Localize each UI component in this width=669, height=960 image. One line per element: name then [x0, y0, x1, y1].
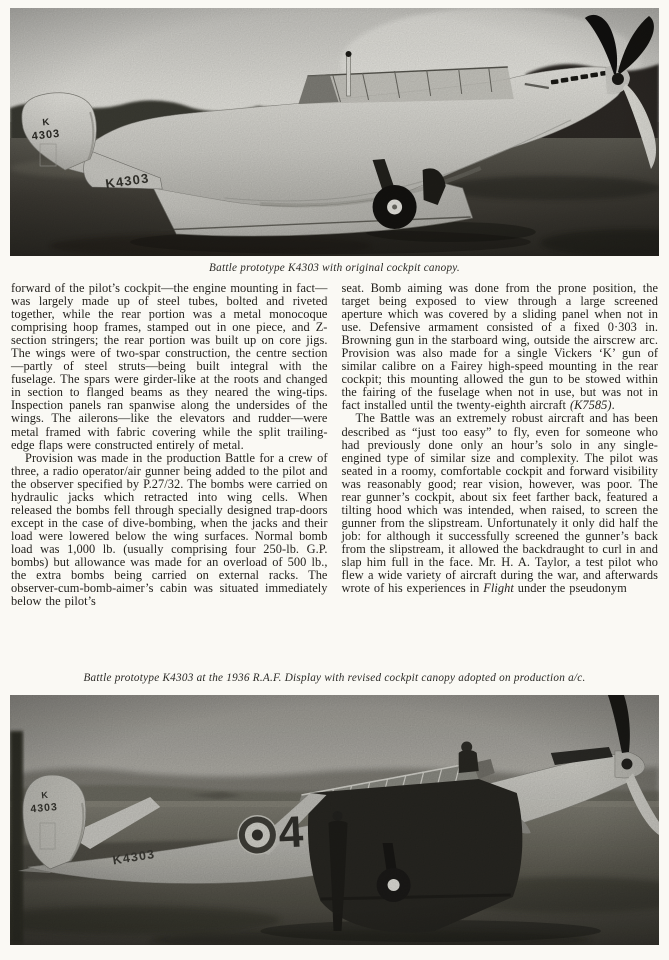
- right-column: [342, 282, 659, 663]
- paragraph: seat. Bomb aiming was done from the prone position, the target being exposed to view through a large screened aperture which was covered by a sliding panel when not in use. Defensive armament consisted of a fixed 0·303 in. Browning gun in the starboard wing, outside the airscrew arc. Provision was also made for a single Vickers ‘K’ gun of similar calibre on a Fairey high-speed mounting in the rear cockpit; this mounting allowed the gun to be stowed within the fairing of the fuselage when not in use, but was not in fact installed until the twenty-eighth aircraft (K7585).: [341, 282, 658, 413]
- paragraph: Provision was made in the production Battle for a crew of three, a radio operator/air gunner being added to the pilot and the observer specified by P.27/32. The bombs were carried on hydraulic jacks which retracted into wing cells. When released the bombs fell through specially designed trap-doors except in the case of dive-bombing, when the jacks and their load were lowered below the wing surfaces. Normal bomb load was 1,000 lb. (usually comprising four 250-lb. G.P. bombs) but allowance was made for an overload of 500 lb., the extra bombs being carried on external racks. The observer-cum-bomb-aimer’s cabin was situated immediately below the pilot’s: [11, 450, 328, 609]
- bottom-photo-illustration: [10, 695, 659, 945]
- paragraph: The Battle was an extremely robust aircraft and has been described as “just too easy” to fly, even for someone who had previously done only an hour’s solo in any single-engined type of similar size and complexity. The pilot was seated in a roomy, comfortable cockpit and forward visibility was reasonably good; rear vision, however, was poor. The rear gunner’s cockpit, about six feet farther back, featured a tilting hood which was intended, when raised, to screen the gunner from the slipstream. Unfortunately it only did half the job: for although it successfully screened the gunner’s back from the slipstream, it allowed the backdraught to curl in and slap him full in the face. Mr. H. A. Taylor, a test pilot who flew a wide variety of aircraft during the war, and afterwards wrote of his experiences in Flight under the pseudonym: [341, 411, 658, 596]
- top-photo-illustration: [10, 8, 659, 256]
- paragraph: forward of the pilot’s cockpit—the engine mounting in fact—was largely made up of steel tubes, bolted and riveted together, while the rear portion was a metal monocoque comprising hoop frames, stamped out in one piece, and Z-section stringers; the rear portion was built up on core jigs. The wings were of two-spar construction, the centre section—partly of steel struts—being built integral with the fuselage. The spars were girder-like at the roots and changed in section to flanged beams as they neared the wing-tips. Inspection panels ran spanwise along the undersides of the wings. The ailerons—like the elevators and rudder—were metal framed with fabric covering while the split trailing-edge flaps were constructed entirely of metal.: [11, 282, 328, 452]
- bottom-photo-caption: Battle prototype K4303 at the 1936 R.A.F. Display with revised cockpit canopy adopted on production a/c.: [83, 672, 586, 684]
- magazine-title-italic: Flight: [483, 581, 514, 596]
- top-photo: [10, 8, 659, 256]
- aircraft-serial-italic: (K7585): [569, 398, 612, 413]
- article-body: [10, 282, 659, 663]
- left-column: [11, 282, 328, 663]
- top-photo-caption: Battle prototype K4303 with original cockpit canopy.: [209, 262, 460, 274]
- bottom-photo: [10, 695, 659, 945]
